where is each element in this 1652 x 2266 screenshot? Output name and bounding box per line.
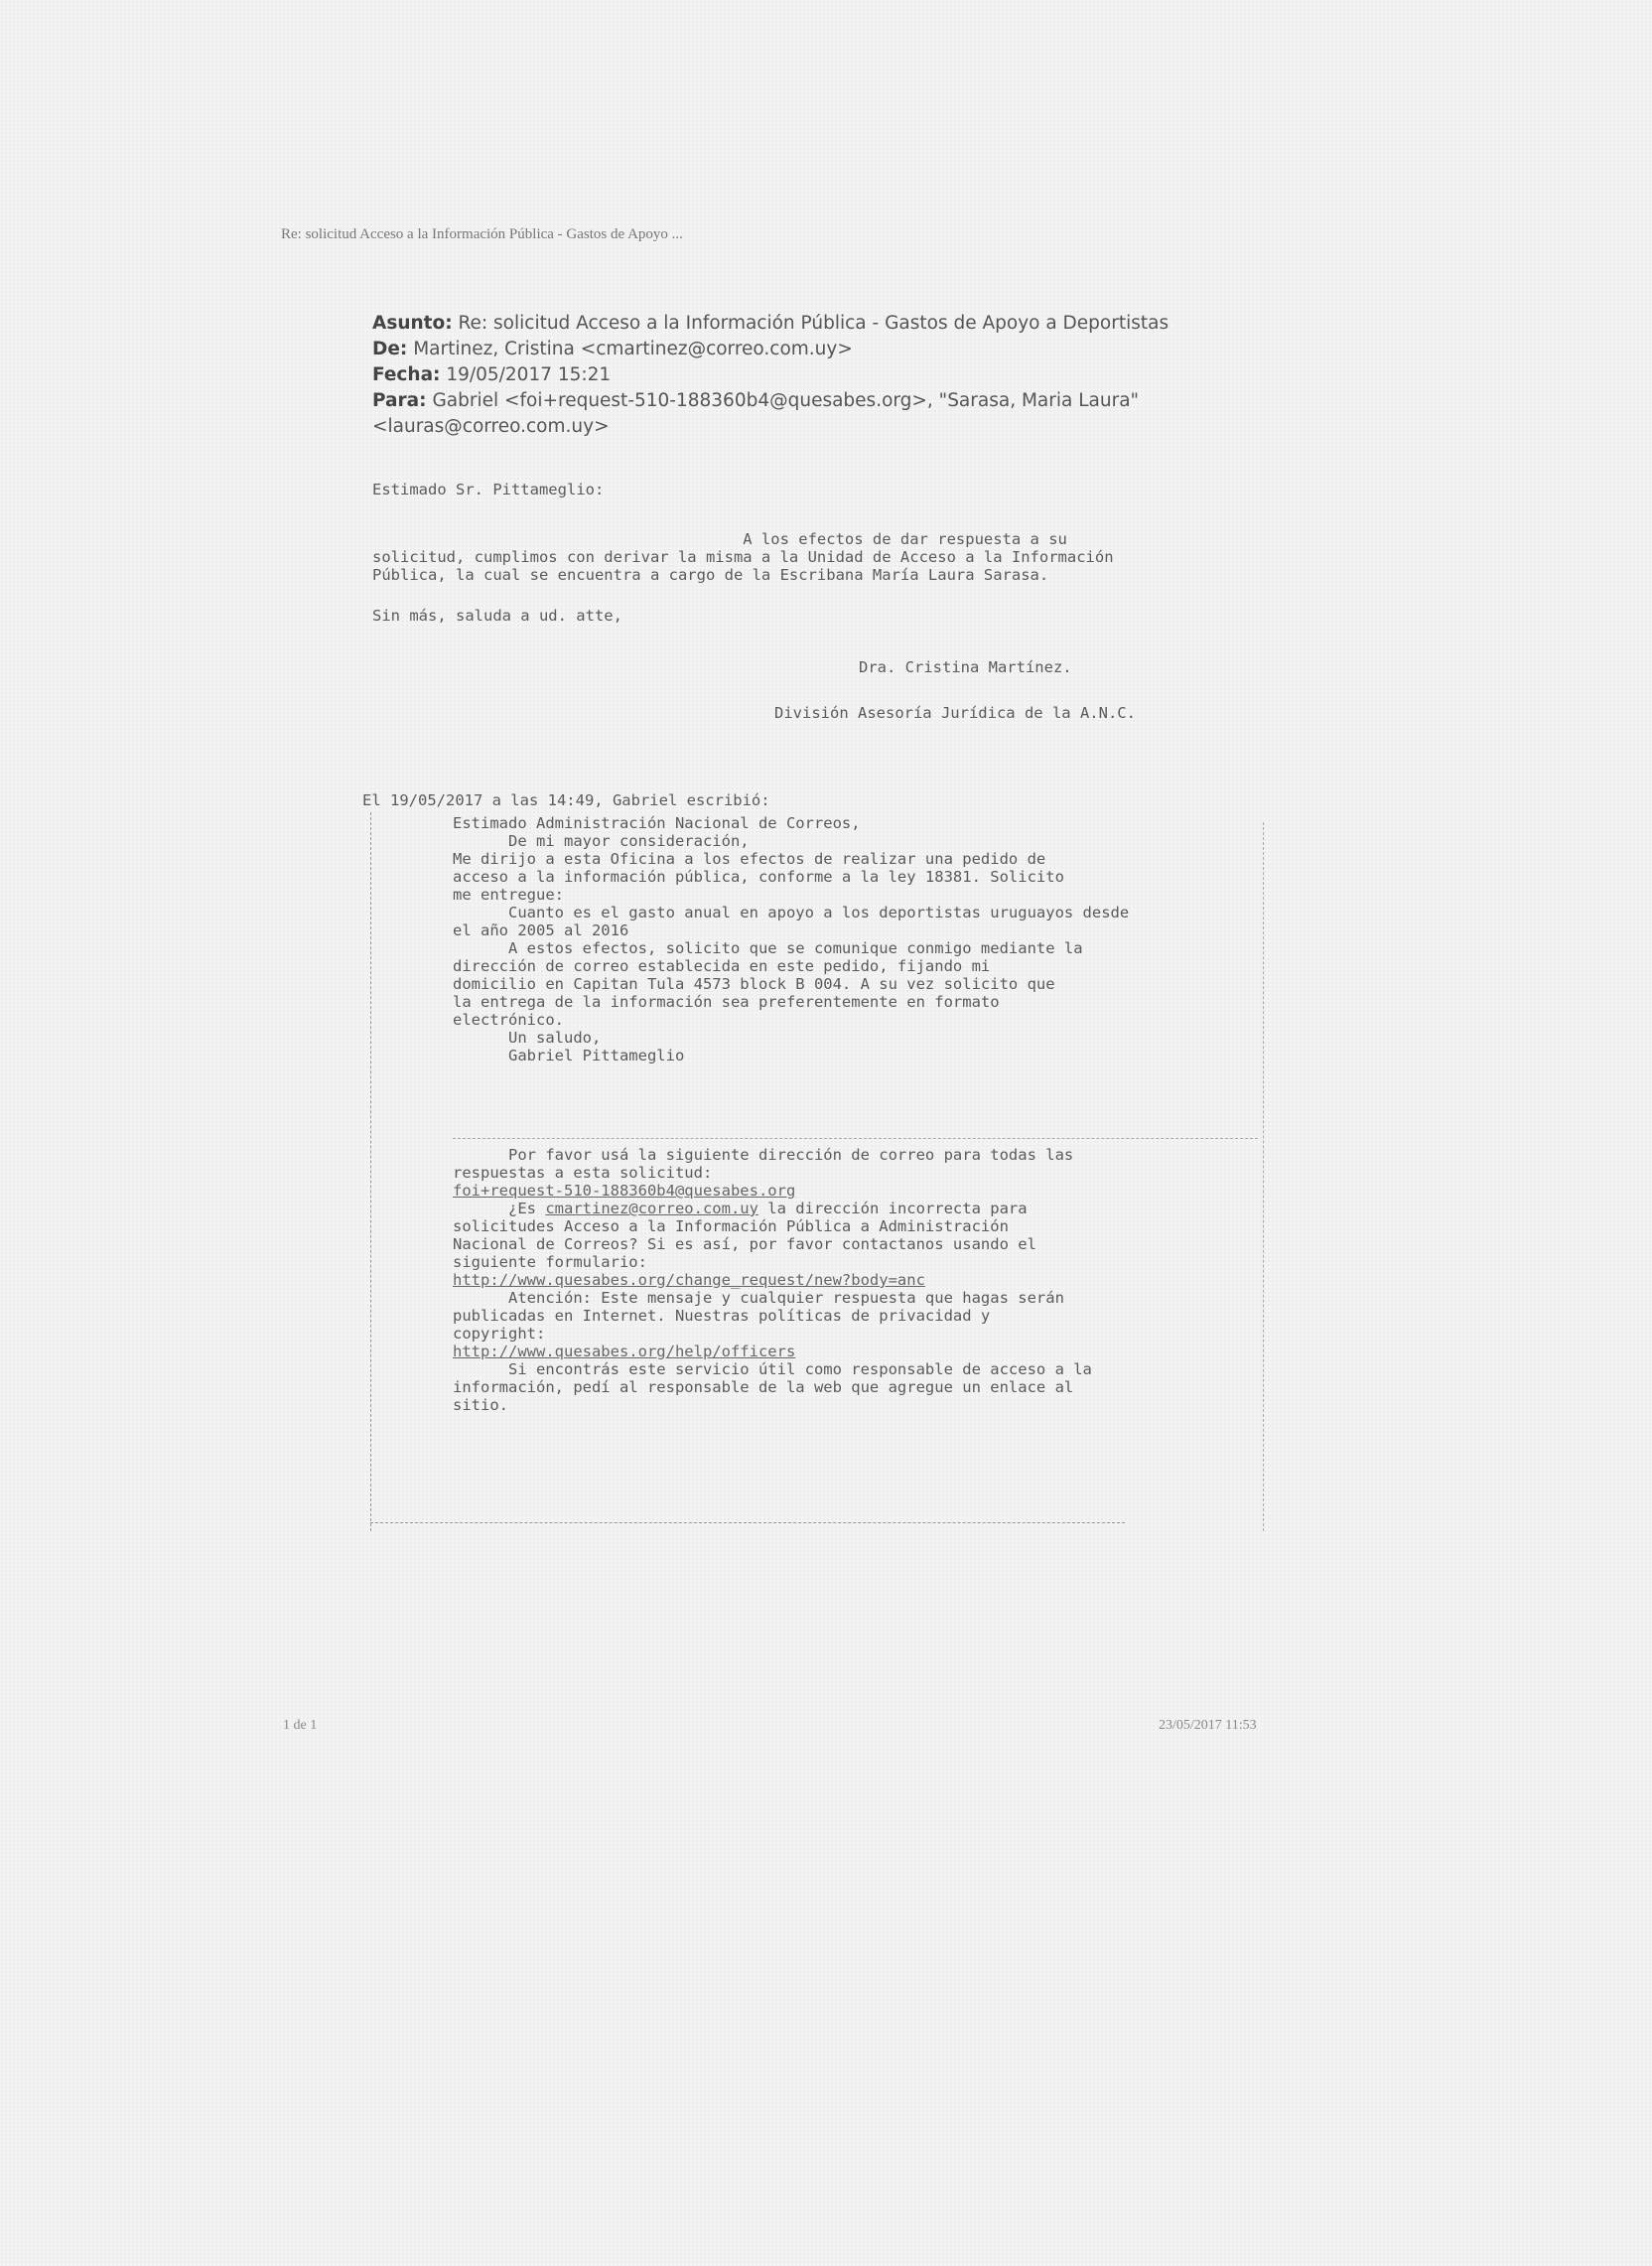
quoted-message (370, 812, 1264, 1531)
closing: Sin más, saluda a ud. atte, (372, 607, 622, 625)
date-line (372, 362, 1246, 388)
footer-line: respuestas a esta solicitud: (453, 1164, 713, 1182)
quoted-line: Cuanto es el gasto anual en apoyo a los deportistas uruguayos desde (453, 904, 1130, 921)
footer-line: siguiente formulario: (453, 1253, 647, 1271)
to-label: Para: (372, 390, 427, 411)
change-request-link[interactable]: http://www.quesabes.org/change_request/new?body=anc (453, 1271, 925, 1289)
quoted-line: acceso a la información pública, conforme a la ley 18381. Solicito (453, 868, 1064, 886)
quoted-footer (453, 1146, 1092, 1414)
greeting: Estimado Sr. Pittameglio: (372, 481, 605, 498)
signature-name: Dra. Cristina Martínez. (859, 658, 1072, 676)
footer-line: sitio. (453, 1396, 508, 1414)
footer-line: solicitudes Acceso a la Información Pública a Administración (453, 1217, 1009, 1235)
subject-value: Re: solicitud Acceso a la Información Pública - Gastos de Apoyo a Deportistas (458, 313, 1170, 334)
quote-separator (453, 1138, 1258, 1139)
body-line: solicitud, cumplimos con derivar la misma a la Unidad de Acceso a la Información (372, 548, 1114, 566)
from-line (372, 337, 1246, 362)
signature-division: División Asesoría Jurídica de la A.N.C. (774, 704, 1136, 722)
quoted-line: domicilio en Capitan Tula 4573 block B 004. A su vez solicito que (453, 975, 1055, 993)
quote-border-right (1263, 822, 1264, 1531)
agency-email-link[interactable]: cmartinez@correo.com.uy (545, 1200, 758, 1217)
quoted-line: A estos efectos, solicito que se comunique conmigo mediante la (453, 939, 1083, 957)
officers-help-link[interactable]: http://www.quesabes.org/help/officers (453, 1343, 796, 1360)
quote-border-left (370, 812, 371, 1531)
footer-line: Si encontrás este servicio útil como responsable de acceso a la (453, 1360, 1092, 1378)
to-value-line2: <lauras@correo.com.uy> (372, 416, 610, 437)
footer-line: la dirección incorrecta para (757, 1200, 1028, 1217)
printed-date: 23/05/2017 11:53 (1159, 1718, 1257, 1733)
quoted-line: Estimado Administración Nacional de Correos, (453, 814, 861, 832)
footer-line: ¿Es (453, 1200, 546, 1217)
quoted-line: Un saludo, (453, 1029, 602, 1047)
footer-line: Por favor usá la siguiente dirección de correo para todas las (453, 1146, 1074, 1164)
body-line: Pública, la cual se encuentra a cargo de la Escribana María Laura Sarasa. (372, 566, 1049, 584)
body-paragraph (372, 530, 1114, 584)
page-title: Re: solicitud Acceso a la Información Pública - Gastos de Apoyo ... (281, 226, 683, 242)
quoted-line: dirección de correo establecida en este pedido, fijando mi (453, 957, 991, 975)
page-number: 1 de 1 (283, 1718, 318, 1733)
email-headers (372, 311, 1246, 440)
quoted-line: me entregue: (453, 886, 564, 904)
quote-intro: El 19/05/2017 a las 14:49, Gabriel escribió: (362, 791, 770, 809)
footer-line: Atención: Este mensaje y cualquier respuesta que hagas serán (453, 1289, 1064, 1307)
quote-border-bottom (370, 1522, 1125, 1523)
footer-line: información, pedí al responsable de la web que agregue un enlace al (453, 1378, 1074, 1396)
quoted-line: el año 2005 al 2016 (453, 921, 629, 939)
quoted-line: Gabriel Pittameglio (453, 1047, 685, 1064)
date-label: Fecha: (372, 364, 441, 385)
subject-label: Asunto: (372, 313, 453, 334)
quoted-line: Me dirijo a esta Oficina a los efectos de realizar una pedido de (453, 850, 1046, 868)
to-line (372, 388, 1246, 414)
quoted-line: electrónico. (453, 1011, 564, 1029)
request-email-link[interactable]: foi+request-510-188360b4@quesabes.org (453, 1182, 796, 1200)
footer-line: publicadas en Internet. Nuestras políticas de privacidad y (453, 1307, 991, 1325)
footer-line: copyright: (453, 1325, 546, 1343)
from-label: De: (372, 339, 408, 359)
quoted-line: De mi mayor consideración, (453, 832, 750, 850)
to-value-line1: Gabriel <foi+request-510-188360b4@quesabes.org>, "Sarasa, Maria Laura" (432, 390, 1140, 411)
quoted-body (453, 814, 1129, 1064)
from-value: Martinez, Cristina <cmartinez@correo.com.uy> (413, 339, 853, 359)
footer-line: Nacional de Correos? Si es así, por favor contactanos usando el (453, 1235, 1036, 1253)
body-line: A los efectos de dar respuesta a su (372, 530, 1067, 548)
subject-line (372, 311, 1246, 337)
quoted-line: la entrega de la información sea preferentemente en formato (453, 993, 1000, 1011)
date-value: 19/05/2017 15:21 (446, 364, 612, 385)
to-line-continued (372, 414, 1246, 440)
